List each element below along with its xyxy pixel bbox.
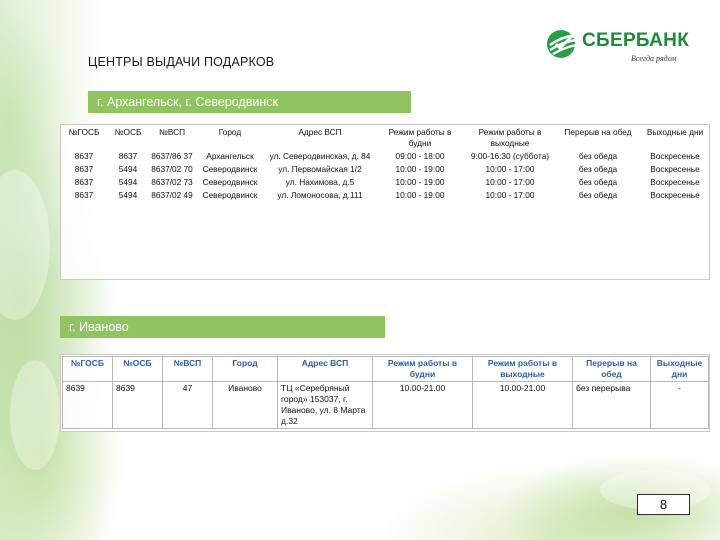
table-cell: - <box>651 382 709 429</box>
column-header: Город <box>218 127 242 137</box>
column-header: Выходные дни <box>651 357 709 382</box>
table-cell: Воскресенье <box>650 151 700 161</box>
table-cell: без обеда <box>578 164 618 174</box>
logo-wordmark: СБЕРБАНК <box>582 30 690 51</box>
table-cell: 8637 <box>74 190 94 200</box>
table-cell: 10:00 - 17:00 <box>485 177 535 187</box>
column-header: Перерыв на обед <box>564 127 632 137</box>
table-cell: 8637 <box>74 164 94 174</box>
column-header: Режим работы в будни <box>388 127 452 148</box>
column-header: Выходные дни <box>646 127 704 137</box>
table-cell: Северодвинск <box>202 164 258 174</box>
slide-title: ЦЕНТРЫ ВЫДАЧИ ПОДАРКОВ <box>88 55 275 69</box>
table-cell: 8637 <box>74 177 94 187</box>
table-cell: ТЦ «Серебряный город» 153037, г. Иваново, ул. 8 Марта д.32 <box>278 382 373 429</box>
table-cell: 8637/86 37 <box>151 151 193 161</box>
table-cell: без обеда <box>578 190 618 200</box>
table-cell: 09:00 - 18:00 <box>395 151 445 161</box>
table-cell: без обеда <box>578 151 618 161</box>
table-cell: ул. Ломоносова, д.111 <box>277 190 363 200</box>
section-heading-arkhangelsk: г. Архангельск, г. Северодвинск <box>88 91 411 113</box>
page-number: 8 <box>637 494 690 515</box>
column-header: №ОСБ <box>113 357 163 382</box>
table-row <box>63 382 709 429</box>
table-row <box>60 163 710 176</box>
table-cell: 47 <box>163 382 213 429</box>
column-header: №ОСБ <box>114 127 142 137</box>
table-row <box>60 150 710 163</box>
table-cell: Воскресенье <box>650 190 700 200</box>
table-row <box>60 189 710 202</box>
table-cell: ул. Нахимова, д.5 <box>285 177 355 187</box>
column-header: Адрес ВСП <box>298 127 342 137</box>
table-cell: Северодвинск <box>202 177 258 187</box>
column-header: Адрес ВСП <box>278 357 373 382</box>
column-header: №ВСП <box>163 357 213 382</box>
table-cell: 10.00-21.00 <box>473 382 573 429</box>
table-cell: 10:00 - 17:00 <box>485 190 535 200</box>
table-cell: Архангельск <box>206 151 254 161</box>
column-header: Режим работы в выходные <box>478 127 542 148</box>
table-cell: ул. Первомайская 1/2 <box>278 164 362 174</box>
leaf-highlight <box>10 360 60 470</box>
sberbank-logo-icon <box>545 28 579 60</box>
table-cell: 10:00 - 17:00 <box>485 164 535 174</box>
logo-tagline: Всегда рядом <box>631 54 677 63</box>
table-cell: 8637/02 70 <box>151 164 193 174</box>
table-cell: Северодвинск <box>202 190 258 200</box>
ivanovo-table <box>62 356 709 429</box>
table-cell: 5494 <box>118 190 138 200</box>
column-header: №ВСП <box>158 127 186 137</box>
sberbank-logo <box>545 28 695 68</box>
leaf-highlight <box>0 170 50 320</box>
section-heading-ivanovo: г. Иваново <box>60 316 385 338</box>
table-row <box>60 176 710 189</box>
table-cell: 8639 <box>113 382 163 429</box>
column-header: Город <box>213 357 278 382</box>
arkhangelsk-table <box>60 126 710 202</box>
table-header-row <box>63 357 709 382</box>
table-cell: Воскресенье <box>650 164 700 174</box>
table-cell: 9:00-16:30 (суббота) <box>470 151 550 161</box>
table-cell: 10:00 - 19:00 <box>395 164 445 174</box>
table-cell: 5494 <box>118 177 138 187</box>
table-cell: 8637/02 73 <box>151 177 193 187</box>
column-header: Режим работы в выходные <box>473 357 573 382</box>
column-header: Режим работы в будни <box>373 357 473 382</box>
table-cell: 10:00 - 19:00 <box>395 190 445 200</box>
table-cell: Иваново <box>213 382 278 429</box>
table-cell: 8639 <box>63 382 113 429</box>
table-cell: 8637/02 49 <box>151 190 193 200</box>
table-cell: 5494 <box>118 164 138 174</box>
table-cell: Воскресенье <box>650 177 700 187</box>
column-header: №ГОСБ <box>63 357 113 382</box>
table-cell: ул. Северодвинская, д. 84 <box>269 151 371 161</box>
table-header-row <box>60 126 710 150</box>
table-cell: без перерыва <box>573 382 651 429</box>
column-header: №ГОСБ <box>68 127 100 137</box>
table-cell: 8637 <box>118 151 138 161</box>
table-cell: 8637 <box>74 151 94 161</box>
table-cell: без обеда <box>578 177 618 187</box>
table-cell: 10.00-21.00 <box>373 382 473 429</box>
column-header: Перерыв на обед <box>573 357 651 382</box>
table-cell: 10:00 - 19:00 <box>395 177 445 187</box>
